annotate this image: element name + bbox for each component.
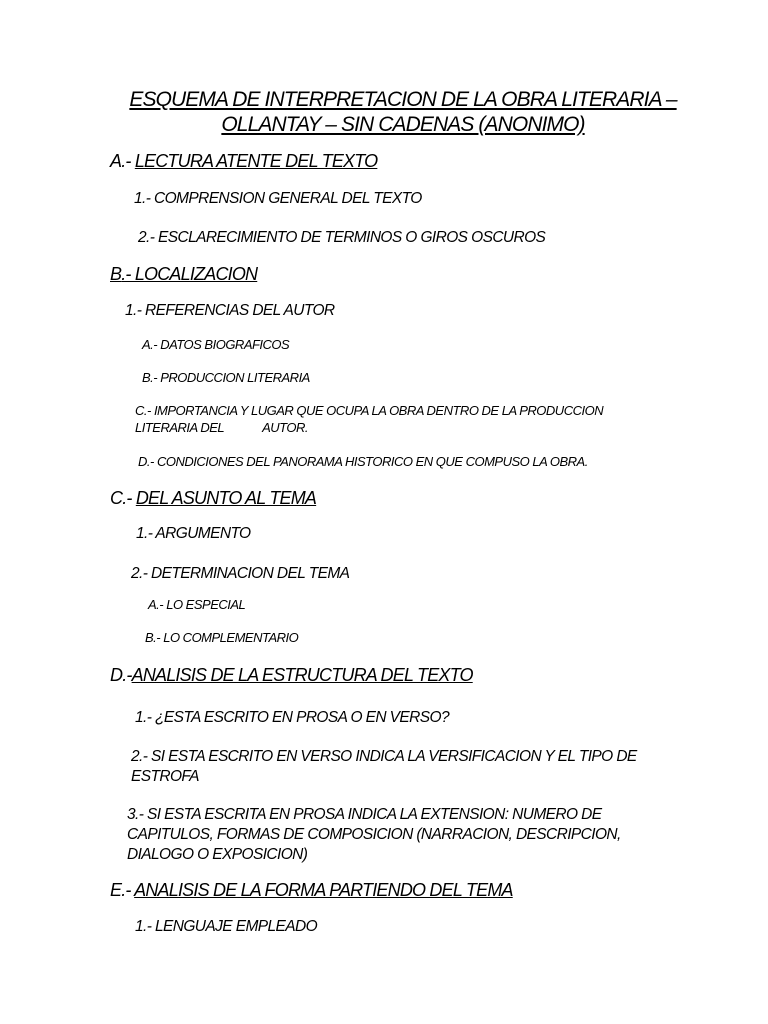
section-c-title: DEL ASUNTO AL TEMA bbox=[135, 488, 317, 508]
section-a-title: LECTURA ATENTE DEL TEXTO bbox=[134, 151, 378, 171]
section-e-item-1: 1.- LENGUAJE EMPLEADO bbox=[135, 918, 318, 935]
section-c-heading bbox=[110, 488, 316, 509]
section-b-heading bbox=[110, 264, 257, 285]
section-a-item-2: 2.- ESCLARECIMIENTO DE TERMINOS O GIROS OSCUROS bbox=[138, 229, 546, 246]
section-e-title: ANALISIS DE LA FORMA PARTIENDO DEL TEMA bbox=[134, 880, 513, 900]
section-c-item-1: 1.- ARGUMENTO bbox=[136, 525, 251, 542]
section-c-item-2: 2.- DETERMINACION DEL TEMA bbox=[131, 565, 350, 582]
section-b-subitem-d: D.- CONDICIONES DEL PANORAMA HISTORICO EN QUE COMPUSO LA OBRA. bbox=[138, 454, 588, 469]
section-c-subitem-a: A.- LO ESPECIAL bbox=[148, 597, 246, 612]
section-a-prefix: A.- bbox=[110, 151, 131, 171]
section-b-subitem-c-text-b: AUTOR. bbox=[262, 420, 308, 435]
section-d-item-3-line-3: DIALOGO O EXPOSICION) bbox=[127, 846, 308, 863]
section-d-title: ANALISIS DE LA ESTRUCTURA DEL TEXTO bbox=[131, 665, 473, 685]
section-d-item-2-line-2: ESTROFA bbox=[131, 768, 199, 785]
section-b-title: .- LOCALIZACION bbox=[121, 264, 258, 284]
section-a-item-1: 1.- COMPRENSION GENERAL DEL TEXTO bbox=[134, 190, 422, 207]
section-c-subitem-b: B.- LO COMPLEMENTARIO bbox=[145, 630, 299, 645]
section-c-prefix: C.- bbox=[110, 488, 132, 508]
section-b-subitem-c-text-a: LITERARIA DEL bbox=[135, 420, 225, 435]
section-b-subitem-a: A.- DATOS BIOGRAFICOS bbox=[142, 337, 290, 352]
section-d-heading bbox=[110, 665, 473, 686]
section-b-subitem-c-line-1: C.- IMPORTANCIA Y LUGAR QUE OCUPA LA OBRA DENTRO DE LA PRODUCCION bbox=[135, 403, 604, 418]
section-e-prefix: E.- bbox=[110, 880, 131, 900]
section-b-subitem-b: B.- PRODUCCION LITERARIA bbox=[142, 370, 310, 385]
section-d-item-3-line-1: 3.- SI ESTA ESCRITA EN PROSA INDICA LA EXTENSION: NUMERO DE bbox=[127, 806, 602, 823]
section-a-heading bbox=[110, 151, 377, 172]
section-d-prefix: D.- bbox=[110, 665, 132, 685]
section-e-heading bbox=[110, 880, 513, 901]
section-d-item-3-line-2: CAPITULOS, FORMAS DE COMPOSICION (NARRACION, DESCRIPCION, bbox=[127, 826, 621, 843]
section-b-prefix: B bbox=[110, 264, 122, 284]
document-title-line-1: ESQUEMA DE INTERPRETACION DE LA OBRA LITERARIA – bbox=[129, 88, 677, 111]
section-b-item-1: 1.- REFERENCIAS DEL AUTOR bbox=[125, 302, 335, 319]
section-b-subitem-c-line-2 bbox=[135, 421, 308, 436]
document-title-line-2: OLLANTAY – SIN CADENAS (ANONIMO) bbox=[221, 113, 585, 136]
section-d-item-2-line-1: 2.- SI ESTA ESCRITO EN VERSO INDICA LA VERSIFICACION Y EL TIPO DE bbox=[131, 748, 637, 765]
section-d-item-1: 1.- ¿ESTA ESCRITO EN PROSA O EN VERSO? bbox=[135, 709, 449, 726]
